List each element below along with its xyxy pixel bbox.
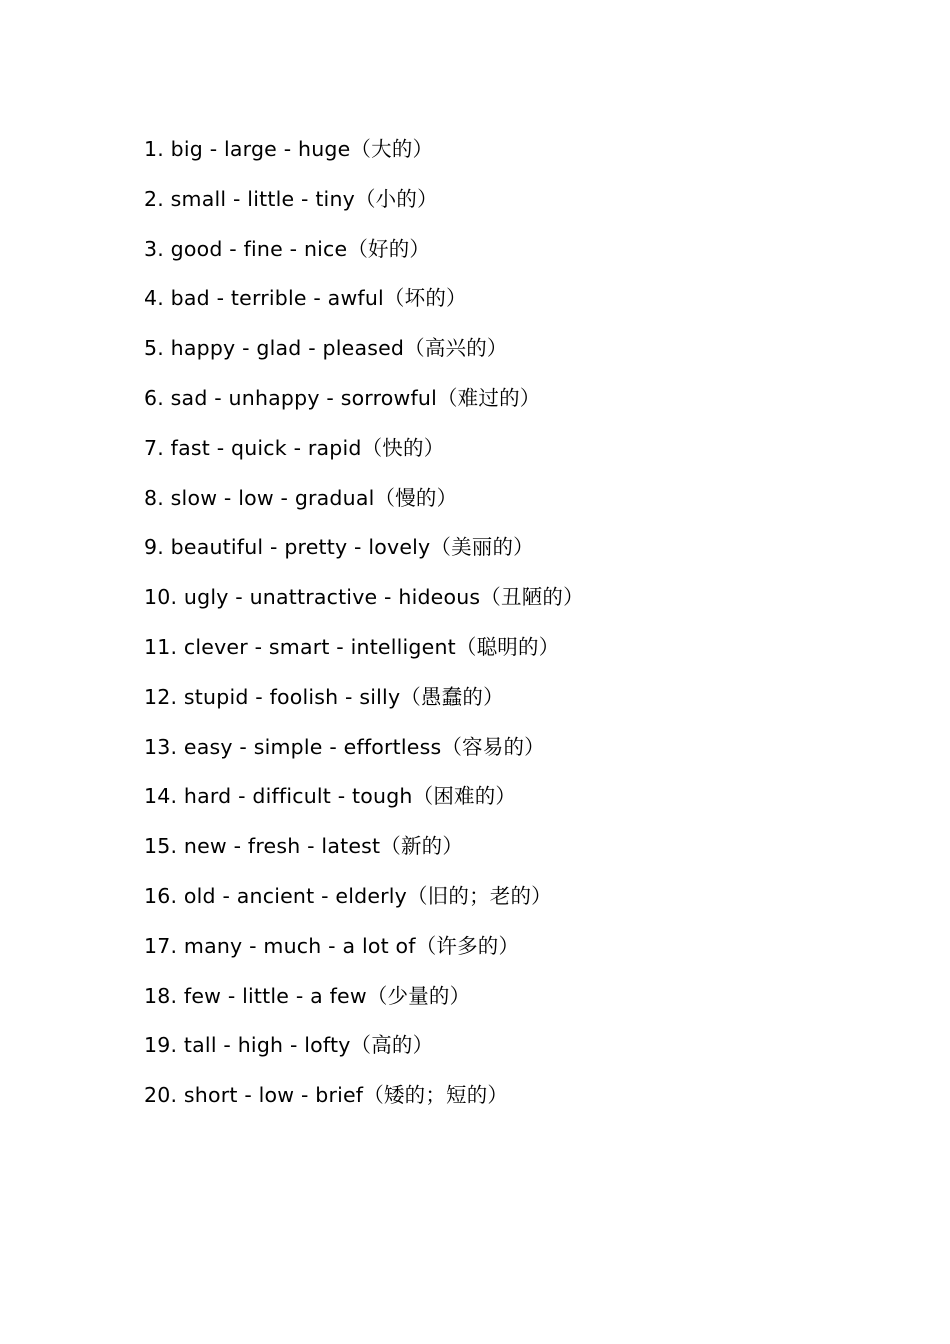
list-item: 14. hard - difficult - tough（困难的） <box>144 784 517 809</box>
list-item: 7. fast - quick - rapid（快的） <box>144 435 445 460</box>
list-item: 1. big - large - huge（大的） <box>144 137 434 161</box>
list-item: 9. beautiful - pretty - lovely（美丽的） <box>144 535 534 560</box>
list-item: 3. good - fine - nice（好的） <box>144 236 431 261</box>
list-item: 6. sad - unhappy - sorrowful（难过的） <box>144 385 541 410</box>
list-item: 18. few - little - a few（少量的） <box>144 983 471 1008</box>
list-item: 19. tall - high - lofty（高的） <box>144 1033 434 1058</box>
synonym-list <box>144 134 584 1130</box>
list-item: 8. slow - low - gradual（慢的） <box>144 485 458 510</box>
list-item: 11. clever - smart - intelligent（聪明的） <box>144 634 560 659</box>
list-item: 13. easy - simple - effortless（容易的） <box>144 734 545 759</box>
list-item: 2. small - little - tiny（小的） <box>144 186 438 211</box>
list-item: 17. many - much - a lot of（许多的） <box>144 933 520 958</box>
list-item: 20. short - low - brief（矮的；短的） <box>144 1083 509 1108</box>
list-item: 4. bad - terrible - awful（坏的） <box>144 286 467 311</box>
list-item: 15. new - fresh - latest（新的） <box>144 834 464 859</box>
list-item: 10. ugly - unattractive - hideous（丑陋的） <box>144 585 584 610</box>
list-item: 16. old - ancient - elderly（旧的；老的） <box>144 883 552 908</box>
list-item: 5. happy - glad - pleased（高兴的） <box>144 336 508 361</box>
list-item: 12. stupid - foolish - silly（愚蠢的） <box>144 684 504 709</box>
